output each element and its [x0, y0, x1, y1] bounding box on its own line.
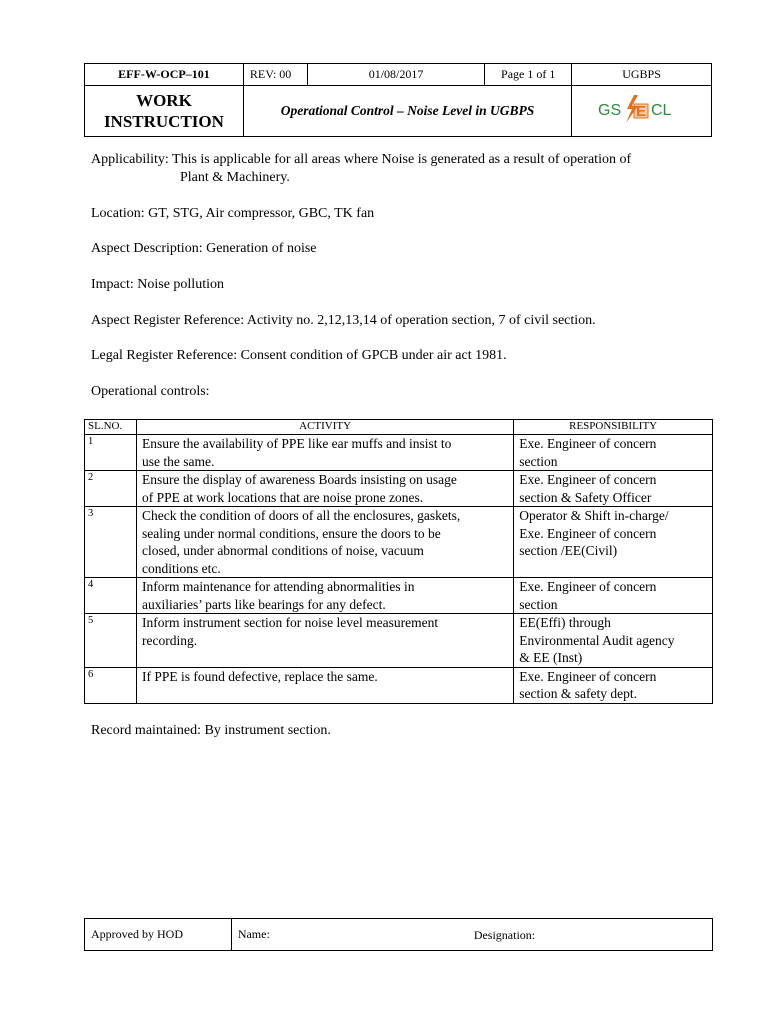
document-type-line1: WORK [136, 91, 192, 110]
sl-no-cell: 6 [85, 667, 137, 703]
table-row [85, 471, 713, 507]
responsibility-cell [514, 667, 713, 703]
activity-text-line: Ensure the availability of PPE like ear muffs and insist to [141, 436, 452, 451]
approval-table [84, 918, 713, 951]
responsibility-cell [514, 578, 713, 614]
activity-text-line: Ensure the display of awareness Boards insisting on usage [141, 472, 457, 487]
aspect-description-paragraph: Aspect Description: Generation of noise [91, 241, 317, 256]
controls-table-body [85, 435, 713, 704]
document-type-line2: INSTRUCTION [103, 112, 224, 131]
document-header-table [84, 63, 712, 137]
activity-text-line: recording. [141, 632, 198, 648]
activity-cell [136, 435, 513, 471]
sl-no-cell: 5 [85, 614, 137, 668]
responsibility-cell [514, 435, 713, 471]
responsibility-text-line: Exe. Engineer of concern [519, 525, 657, 541]
responsibility-text-line: Exe. Engineer of concern [519, 579, 657, 594]
responsibility-text-line: section [519, 596, 558, 612]
activity-cell [136, 667, 513, 703]
table-row [85, 578, 713, 614]
activity-text-line: Check the condition of doors of all the enclosures, gaskets, [141, 508, 461, 523]
column-header-activity: ACTIVITY [136, 420, 513, 435]
activity-cell [136, 578, 513, 614]
responsibility-text-line: EE(Effi) through [519, 615, 611, 630]
responsibility-text-line: section [519, 453, 558, 469]
operational-controls-table [84, 419, 713, 704]
operational-controls-heading: Operational controls: [91, 384, 210, 399]
responsibility-text-line: & EE (Inst) [519, 650, 583, 665]
sl-no-cell: 1 [85, 435, 137, 471]
responsibility-text-line: section & Safety Officer [519, 489, 652, 505]
table-row [85, 507, 713, 578]
activity-text-line: sealing under normal conditions, ensure the doors to be [141, 525, 441, 541]
sl-no-cell: 3 [85, 507, 137, 578]
page-indicator: Page 1 of 1 [485, 64, 572, 86]
legal-register-paragraph: Legal Register Reference: Consent condition of GPCB under air act 1981. [91, 348, 507, 363]
document-number: EFF-W-OCP–101 [85, 64, 244, 86]
table-row [85, 614, 713, 668]
activity-cell [136, 471, 513, 507]
table-header-row [85, 420, 713, 435]
aspect-register-paragraph: Aspect Register Reference: Activity no. 2,12,13,14 of operation section, 7 of civil section. [91, 313, 596, 328]
activity-text-line: Inform instrument section for noise level measurement [141, 615, 439, 630]
responsibility-text-line: Exe. Engineer of concern [519, 472, 657, 487]
document-title: Operational Control – Noise Level in UGBPS [243, 86, 571, 137]
activity-text-line: closed, under abnormal conditions of noise, vacuum [141, 543, 424, 558]
responsibility-text-line: section /EE(Civil) [519, 543, 618, 558]
responsibility-text-line: Environmental Audit agency [519, 632, 675, 648]
activity-text-line: Inform maintenance for attending abnormalities in [141, 579, 415, 594]
activity-text-line: conditions etc. [141, 560, 221, 576]
location-paragraph: Location: GT, STG, Air compressor, GBC, TK fan [91, 206, 375, 221]
record-maintained-paragraph: Record maintained: By instrument section. [91, 723, 331, 738]
responsibility-text-line: section & safety dept. [519, 686, 637, 701]
sl-no-cell: 2 [85, 471, 137, 507]
document-type [85, 86, 244, 137]
applicability-line2: Plant & Machinery. [180, 170, 290, 185]
impact-paragraph: Impact: Noise pollution [91, 277, 224, 292]
column-header-responsibility: RESPONSIBILITY [514, 420, 713, 435]
approved-by-cell: Approved by HOD [85, 919, 232, 951]
responsibility-cell [514, 507, 713, 578]
gsecl-logo-graphic [594, 92, 690, 126]
logo-text-right: CL [650, 101, 671, 119]
table-row [85, 667, 713, 703]
responsibility-text-line: Exe. Engineer of concern [519, 436, 657, 451]
activity-text-line: auxiliaries’ parts like bearings for any defect. [141, 596, 386, 612]
table-row [85, 435, 713, 471]
unit-name: UGBPS [572, 64, 712, 86]
column-header-sl-no: SL.NO. [85, 420, 137, 435]
document-date: 01/08/2017 [307, 64, 485, 86]
applicability-paragraph [91, 151, 631, 187]
logo-text-mid: E [635, 102, 646, 120]
logo-text-left: GS [597, 101, 621, 119]
applicability-line1: Applicability: This is applicable for all areas where Noise is generated as a result of operation of [91, 152, 632, 167]
name-label: Name: [237, 927, 270, 941]
designation-label: Designation: [473, 928, 536, 942]
responsibility-cell [514, 471, 713, 507]
activity-text-line: If PPE is found defective, replace the same. [141, 668, 378, 684]
activity-cell [136, 614, 513, 668]
name-cell [231, 919, 712, 951]
responsibility-text-line: Operator & Shift in-charge/ [519, 508, 669, 523]
responsibility-cell [514, 614, 713, 668]
revision: REV: 00 [243, 64, 307, 86]
activity-text-line: use the same. [141, 453, 215, 469]
activity-text-line: of PPE at work locations that are noise prone zones. [141, 489, 424, 505]
sl-no-cell: 4 [85, 578, 137, 614]
activity-cell [136, 507, 513, 578]
responsibility-text-line: Exe. Engineer of concern [519, 668, 657, 684]
gsecl-logo [572, 86, 712, 137]
